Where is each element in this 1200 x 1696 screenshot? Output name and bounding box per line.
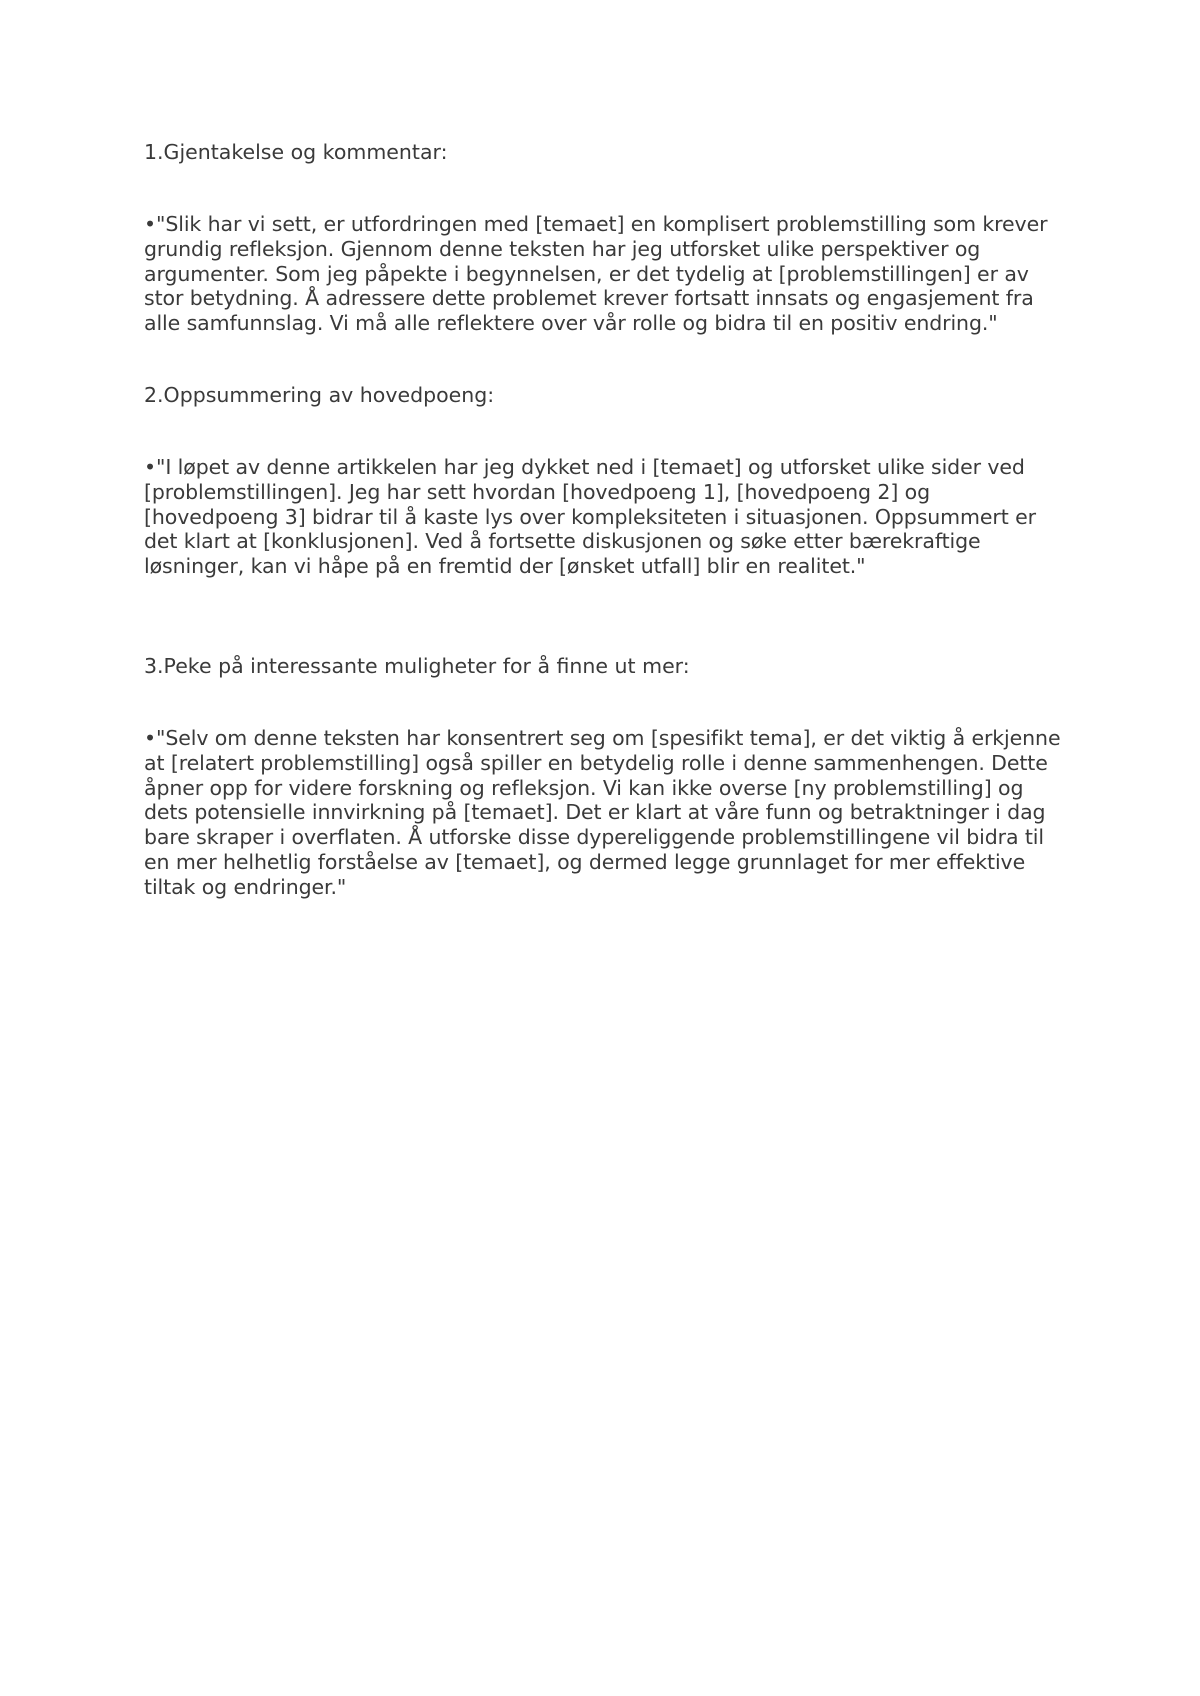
section-paragraph-3: •"Selv om denne teksten har konsentrert seg om [spesifikt tema], er det viktig å erkjenne at [relatert problemstilling] også spiller en betydelig rolle i denne sammenhengen. Dette åpner opp for videre forskning og refleksjon. Vi kan ikke overse [ny problemstilling] og dets potensielle innvirkning på [temaet]. Det er klart at våre funn og betraktninger i dag bare skraper i overflaten. Å utforske disse dypereliggende problemstillingene vil bidra til en mer helhetlig forståelse av [temaet], og dermed legge grunnlaget for mer effektive tiltak og endringer." xyxy=(144,725,1061,899)
section-paragraph-2: •"I løpet av denne artikkelen har jeg dykket ned i [temaet] og utforsket ulike sider ved [problemstillingen]. Jeg har sett hvordan [hovedpoeng 1], [hovedpoeng 2] og [hovedpoeng 3] bidrar til å kaste lys over kompleksiteten i situasjonen. Oppsummert er det klart at [konklusjonen]. Ved å fortsette diskusjonen og søke etter bærekraftige løsninger, kan vi håpe på en fremtid der [ønsket utfall] blir en realitet." xyxy=(144,454,1036,579)
document-body xyxy=(144,140,1064,900)
section-heading-1: 1.Gjentakelse og kommentar: xyxy=(144,140,448,164)
section-heading-3: 3.Peke på interessante muligheter for å finne ut mer: xyxy=(144,653,690,678)
section-paragraph-1: •"Slik har vi sett, er utfordringen med [temaet] en komplisert problemstilling som krever grundig refleksjon. Gjennom denne teksten har jeg utforsket ulike perspektiver og argumenter. Som jeg påpekte i begynnelsen, er det tydelig at [problemstillingen] er av stor betydning. Å adressere dette problemet krever fortsatt innsats og engasjement fra alle samfunnslag. Vi må alle reflektere over vår rolle og bidra til en positiv endring." xyxy=(144,212,1048,336)
section-heading-2: 2.Oppsummering av hovedpoeng: xyxy=(144,382,495,407)
